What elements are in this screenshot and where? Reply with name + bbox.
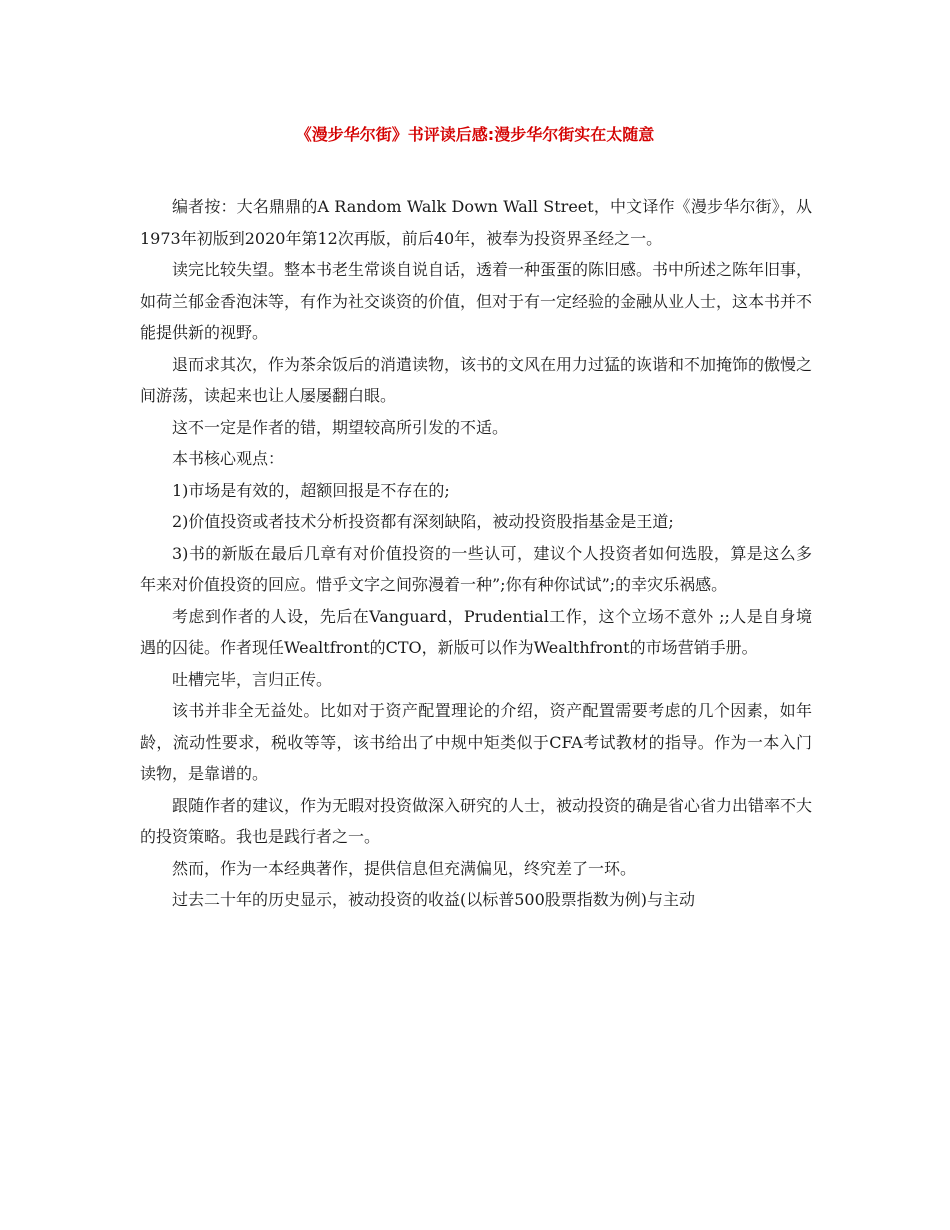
document-body (140, 191, 812, 916)
paragraph: 该书并非全无益处。比如对于资产配置理论的介绍，资产配置需要考虑的几个因素，如年龄，流动性要求，税收等等，该书给出了中规中矩类似于CFA考试教材的指导。作为一本入门读物，是靠谱的。 (140, 701, 812, 783)
core-view-item: 1)市场是有效的，超额回报是不存在的; (172, 480, 450, 500)
paragraph: 然而，作为一本经典著作，提供信息但充满偏见，终究差了一环。 (172, 858, 637, 878)
core-view-item: 3)书的新版在最后几章有对价值投资的一些认可，建议个人投资者如何选股，算是这么多年来对价值投资的回应。惜乎文字之间弥漫着一种”;你有种你试试”;的幸灾乐祸感。 (140, 543, 812, 594)
paragraph-editor-note: 编者按：大名鼎鼎的A Random Walk Down Wall Street，中文译作《漫步华尔街》，从1973年初版到2020年第12次再版，前后40年，被奉为投资界圣经之一。 (140, 197, 812, 248)
paragraph: 跟随作者的建议，作为无暇对投资做深入研究的人士，被动投资的确是省心省力出错率不大的投资策略。我也是践行者之一。 (140, 795, 813, 846)
document-title: 《漫步华尔街》书评读后感:漫步华尔街实在太随意 (295, 125, 655, 144)
paragraph: 这不一定是作者的错，期望较高所引发的不适。 (172, 417, 509, 437)
paragraph: 吐槽完毕，言归正传。 (172, 669, 333, 689)
core-view-item: 2)价值投资或者技术分析投资都有深刻缺陷，被动投资股指基金是王道; (172, 512, 674, 531)
paragraph: 退而求其次，作为茶余饭后的消遣读物，该书的文风在用力过猛的诙谐和不加掩饰的傲慢之间游荡，读起来也让人屡屡翻白眼。 (140, 354, 813, 405)
paragraph: 过去二十年的历史显示，被动投资的收益(以标普500股票指数为例)与主动 (172, 890, 696, 909)
paragraph: 考虑到作者的人设，先后在Vanguard，Prudential工作，这个立场不意外 ;;人是自身境遇的囚徒。作者现任Wealtfront的CTO，新版可以作为Wealthfront的市场营销手册。 (140, 606, 812, 657)
core-views-heading: 本书核心观点： (172, 449, 285, 468)
paragraph: 读完比较失望。整本书老生常谈自说自话，透着一种蛋蛋的陈旧感。书中所述之陈年旧事，如荷兰郁金香泡沫等，有作为社交谈资的价值，但对于有一定经验的金融从业人士，这本书并不能提供新的视野。 (140, 260, 813, 342)
